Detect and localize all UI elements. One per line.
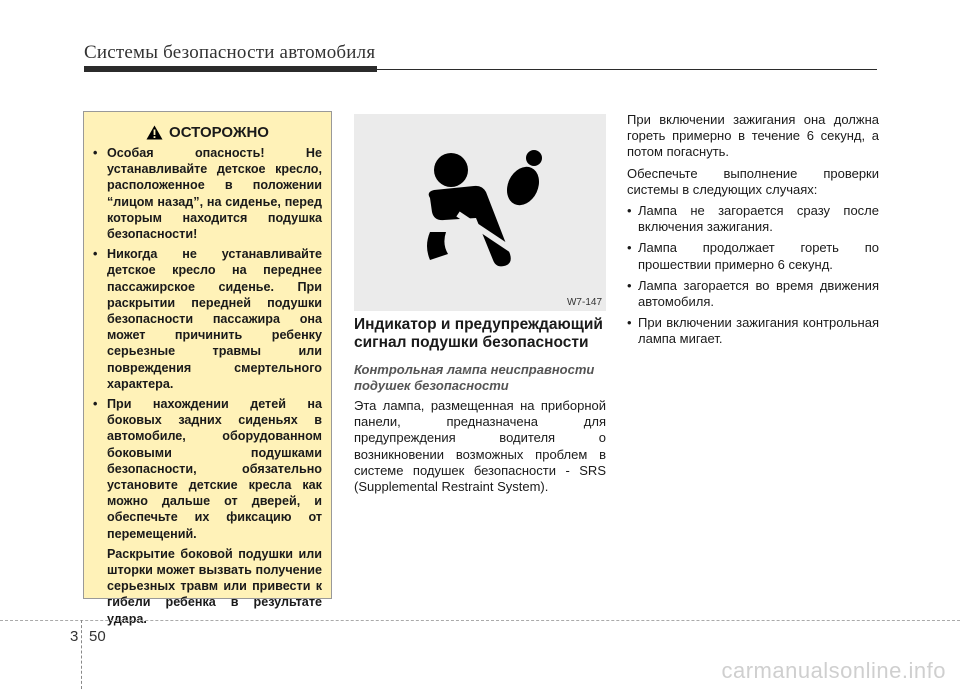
caution-item: • При нахождении детей на боковых задних сиденьях в автомобиле, оборудованном боковыми подушками безопасности, обязательно установите детские кресла как можно дальше от дверей, и обеспечьте их фиксацию от перемещений. Раскрытие боковой подушки или шторки может вызвать получение серьезных травм или привести к гибели ребенка в результате удара. xyxy=(93,397,322,626)
section-subheading: Контрольная лампа неисправности подушек безопасности xyxy=(354,362,595,393)
caution-heading xyxy=(93,124,322,141)
warning-triangle-icon xyxy=(146,125,163,140)
right-column xyxy=(627,112,879,353)
caution-item: • Никогда не устанавливайте детское кресло на переднее пассажирское сиденье. При раскрытии передней подушки безопасности пассажира она может причинить ребенку серьезные травмы или повреждения смертельного характера. xyxy=(93,247,322,391)
caution-item: • Особая опасность! Не устанавливайте детское кресло, расположенное в положении “лицом назад”, на сиденье, перед которым находится подушка безопасности! xyxy=(93,146,322,242)
caution-list xyxy=(93,145,322,627)
airbag-figure xyxy=(354,114,606,311)
check-item: • Лампа загорается во время движения автомобиля. xyxy=(627,277,879,310)
airbag-warning-icon xyxy=(416,146,546,276)
caution-box xyxy=(83,111,332,626)
check-item: • При включении зажигания контрольная лампа мигает. xyxy=(627,315,879,347)
right-paragraph-2: Обеспечьте выполнение проверки системы в следующих случаях: xyxy=(627,165,879,197)
check-list xyxy=(627,203,879,348)
check-item: • Лампа не загорается сразу после включения зажигания. xyxy=(627,203,879,235)
check-item: • Лампа продолжает гореть по прошествии примерно 6 секунд. xyxy=(627,240,879,272)
footer-divider xyxy=(0,620,960,622)
figure-code: W7-147 xyxy=(566,297,602,308)
right-paragraph-1: При включении зажигания она должна гореть примерно в течение 6 секунд, а потом погаснуть. xyxy=(627,112,879,160)
header-rule xyxy=(377,69,877,70)
caution-heading-text: ОСТОРОЖНО xyxy=(169,124,269,141)
watermark: carmanualsonline.info xyxy=(721,658,946,683)
caution-extra-paragraph: Раскрытие боковой подушки или шторки может вызвать получение серьезных травм или привести к гибели ребенка в результате удара. xyxy=(107,546,322,626)
section-body: Эта лампа, размещенная на приборной панели, предназначена для предупреждения водителя о возникновении возможных проблем в системе подушек безопасности - SRS (Supplemental Restraint System). xyxy=(354,398,606,495)
footer-vertical-divider xyxy=(81,620,83,689)
section-heading: Индикатор и предупреждающий сигнал подушки безопасности xyxy=(354,316,603,351)
page-header-title: Системы безопасности автомобиля xyxy=(84,42,376,63)
page-number: 50 xyxy=(89,628,106,645)
header-bar xyxy=(84,66,377,72)
section-number: 3 xyxy=(70,628,79,645)
middle-column xyxy=(354,316,606,495)
